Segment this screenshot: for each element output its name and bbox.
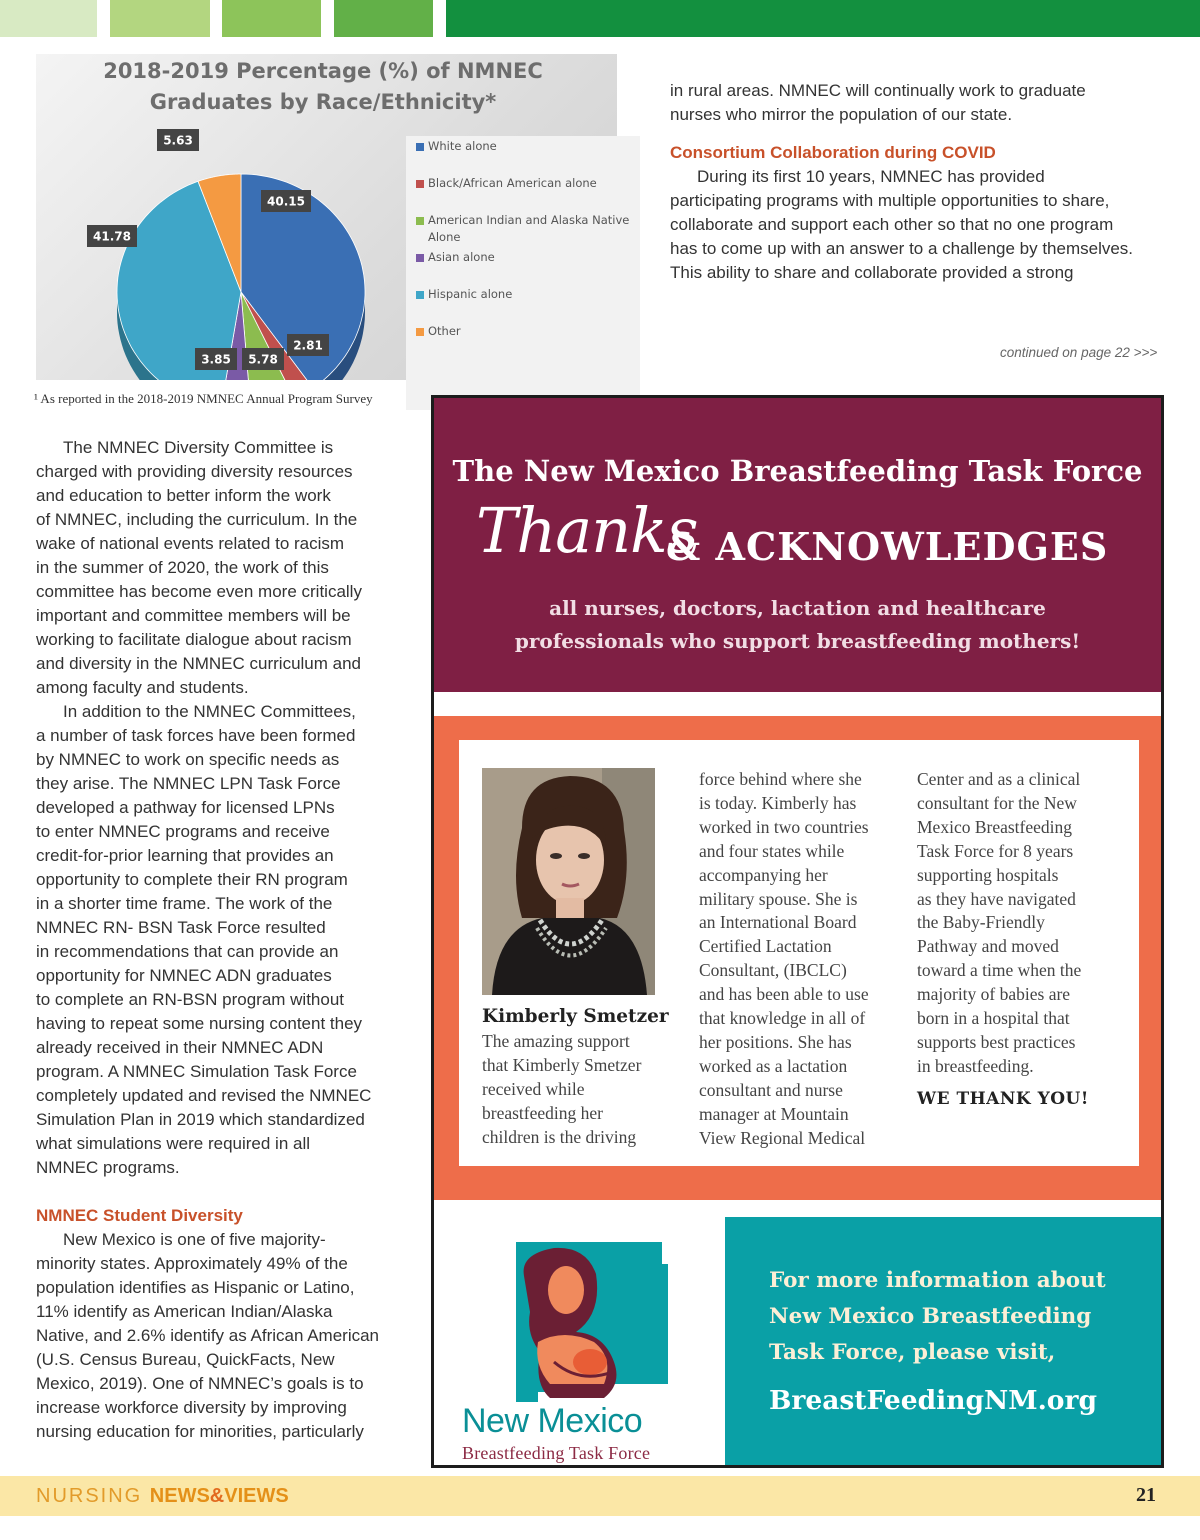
- legend-label: White alone: [428, 139, 497, 153]
- paragraph-line: collaborate and support each other so that no one program: [670, 215, 1114, 234]
- profile-text-column-1: [482, 1030, 641, 1150]
- profile-line: Task Force for 8 years: [917, 840, 1074, 861]
- info-line: For more information about: [769, 1268, 1106, 1293]
- profile-line: Pathway and moved: [917, 936, 1059, 957]
- ad-thanks-script: Thanks: [476, 494, 698, 567]
- profile-line: Mexico Breastfeeding: [917, 816, 1073, 837]
- top-bar-segment-5: [446, 0, 1200, 37]
- info-line: Task Force, please visit,: [769, 1340, 1056, 1365]
- ad-subheadline-line-1: all nurses, doctors, lactation and healthcare: [549, 596, 1046, 620]
- paragraph-line: NMNEC programs.: [36, 1158, 180, 1177]
- svg-text:40.15: 40.15: [267, 194, 305, 209]
- paragraph-line: In addition to the NMNEC Committees,: [63, 702, 356, 721]
- top-bar-segment-4: [334, 0, 433, 37]
- paragraph-line: to enter NMNEC programs and receive: [36, 822, 330, 841]
- we-thank-you: WE THANK YOU!: [917, 1089, 1089, 1109]
- left-paragraph-1: [36, 436, 408, 700]
- right-paragraph-2: [670, 165, 1160, 285]
- brand-views: VIEWS: [224, 1485, 289, 1507]
- left-paragraph-3: [36, 1228, 408, 1444]
- ad-info-text: [769, 1263, 1106, 1371]
- paragraph-line: participating programs with multiple opportunities to share,: [670, 191, 1110, 210]
- chart-title-line-1: 2018-2019 Percentage (%) of NMNEC: [103, 59, 543, 83]
- profile-line: worked as a lactation: [699, 1055, 848, 1076]
- paragraph-line: among faculty and students.: [36, 678, 249, 697]
- ad-website-link[interactable]: BreastFeedingNM.org: [769, 1385, 1097, 1416]
- paragraph-line: credit-for-prior learning that provides an: [36, 846, 334, 865]
- legend-swatch: [416, 328, 424, 336]
- right-paragraph-1: [670, 79, 1160, 127]
- top-bar-segment-3: [222, 0, 321, 37]
- profile-line: as they have navigated: [917, 888, 1076, 909]
- profile-line: Certified Lactation: [699, 936, 832, 957]
- ad-info-panel: [725, 1217, 1161, 1465]
- svg-text:41.78: 41.78: [93, 229, 131, 244]
- legend-swatch: [416, 254, 424, 262]
- legend-item: [416, 286, 636, 303]
- paragraph-line: During its first 10 years, NMNEC has provided: [697, 167, 1045, 186]
- paragraph-line: program. A NMNEC Simulation Task Force: [36, 1062, 357, 1081]
- legend-item: [416, 323, 636, 340]
- top-bar-segment-1: [0, 0, 97, 37]
- legend-item: [416, 138, 636, 155]
- chart-legend: [406, 136, 640, 410]
- paragraph-line: to complete an RN-BSN program without: [36, 990, 345, 1009]
- paragraph-line: nurses who mirror the population of our state.: [670, 105, 1013, 124]
- paragraph-line: wake of national events related to racism: [36, 534, 345, 553]
- pie-data-label: [195, 348, 237, 370]
- page-footer: [0, 1476, 1200, 1516]
- pie-data-label: [87, 225, 137, 247]
- pie-data-label: [242, 348, 284, 370]
- heading-student-diversity: NMNEC Student Diversity: [36, 1206, 243, 1225]
- ad-header-panel: [434, 398, 1161, 692]
- paragraph-line: has to come up with an answer to a challenge by themselves.: [670, 239, 1134, 258]
- profile-line: The amazing support: [482, 1031, 630, 1051]
- legend-label: Black/African American alone: [428, 176, 597, 190]
- pie-plot-area: [36, 54, 406, 380]
- profile-line: received while: [482, 1078, 585, 1099]
- paragraph-line: 11% identify as American Indian/Alaska: [36, 1302, 333, 1321]
- race-ethnicity-pie-chart: [36, 54, 630, 380]
- profile-text-column-2: [699, 768, 869, 1151]
- magazine-brand: [36, 1485, 289, 1508]
- brand-nursing: NURSING: [36, 1485, 150, 1507]
- paragraph-line: in a shorter time frame. The work of the: [36, 894, 333, 913]
- paragraph-line: developed a pathway for licensed LPNs: [36, 798, 335, 817]
- profile-text-column-3: [917, 768, 1081, 1079]
- chart-title-line-2: Graduates by Race/Ethnicity*: [149, 90, 497, 114]
- profile-line: consultant and nurse: [699, 1079, 843, 1100]
- paragraph-line: minority states. Approximately 49% of the: [36, 1254, 348, 1273]
- svg-text:5.63: 5.63: [163, 133, 193, 148]
- pie-data-label: [157, 129, 199, 151]
- profile-line: and four states while: [699, 840, 845, 861]
- profile-line: accompanying her: [699, 864, 828, 885]
- paragraph-line: they arise. The NMNEC LPN Task Force: [36, 774, 341, 793]
- ad-subheadline: [434, 592, 1161, 658]
- paragraph-line: This ability to share and collaborate provided a strong: [670, 263, 1074, 282]
- svg-text:5.78: 5.78: [248, 352, 278, 367]
- profile-line: supporting hospitals: [917, 864, 1059, 885]
- chart-footnote: ¹ As reported in the 2018-2019 NMNEC Annual Program Survey: [34, 391, 373, 406]
- paragraph-line: NMNEC RN- BSN Task Force resulted: [36, 918, 326, 937]
- profile-line: manager at Mountain: [699, 1103, 849, 1124]
- paragraph-line: Simulation Plan in 2019 which standardized: [36, 1110, 365, 1129]
- legend-swatch: [416, 217, 424, 225]
- profile-line: and has been able to use: [699, 984, 869, 1005]
- paragraph-line: of NMNEC, including the curriculum. In the: [36, 510, 358, 529]
- profile-line: in breastfeeding.: [917, 1055, 1034, 1076]
- profile-line: children is the driving: [482, 1126, 637, 1147]
- legend-item: [416, 175, 636, 192]
- pie-data-label: [261, 190, 311, 212]
- paragraph-line: important and committee members will be: [36, 606, 351, 625]
- paragraph-line: increase workforce diversity by improving: [36, 1398, 347, 1417]
- legend-item: [416, 249, 636, 266]
- ad-acknowledges: & ACKNOWLEDGES: [666, 524, 1109, 569]
- profile-line: born in a hospital that: [917, 1008, 1070, 1029]
- profile-line: supports best practices: [917, 1031, 1076, 1052]
- profile-line: Center and as a clinical: [917, 769, 1081, 789]
- profile-line: majority of babies are: [917, 984, 1071, 1005]
- paragraph-line: and education to better inform the work: [36, 486, 331, 505]
- pie-data-label: [287, 334, 329, 356]
- svg-text:3.85: 3.85: [201, 352, 231, 367]
- paragraph-line: completely updated and revised the NMNEC: [36, 1086, 372, 1105]
- profile-name: Kimberly Smetzer: [482, 1006, 669, 1027]
- profile-line: the Baby-Friendly: [917, 912, 1045, 933]
- paragraph-line: in recommendations that can provide an: [36, 942, 339, 961]
- left-paragraph-2: [36, 700, 408, 1180]
- top-color-bar: [0, 0, 1200, 37]
- paragraph-line: opportunity to complete their RN program: [36, 870, 348, 889]
- paragraph-line: committee has become even more critically: [36, 582, 362, 601]
- legend-swatch: [416, 180, 424, 188]
- info-line: New Mexico Breastfeeding: [769, 1304, 1092, 1329]
- paragraph-line: what simulations were required in all: [36, 1134, 311, 1153]
- page-number: 21: [1136, 1484, 1156, 1506]
- paragraph-line: population identifies as Hispanic or Latino,: [36, 1278, 355, 1297]
- paragraph-line: charged with providing diversity resources: [36, 462, 353, 481]
- paragraph-line: by NMNEC to work on specific needs as: [36, 750, 340, 769]
- profile-line: consultant for the New: [917, 792, 1077, 813]
- legend-swatch: [416, 291, 424, 299]
- legend-label: American Indian and Alaska Native Alone: [428, 213, 630, 244]
- top-bar-segment-2: [110, 0, 210, 37]
- paragraph-line: New Mexico is one of five majority-: [63, 1230, 326, 1249]
- paragraph-line: a number of task forces have been formed: [36, 726, 356, 745]
- paragraph-line: already received in their NMNEC ADN: [36, 1038, 324, 1057]
- profile-line: that Kimberly Smetzer: [482, 1054, 642, 1075]
- profile-line: breastfeeding her: [482, 1102, 603, 1123]
- paragraph-line: Mexico, 2019). One of NMNEC’s goals is to: [36, 1374, 364, 1393]
- logo-text-new-mexico: New Mexico: [462, 1402, 643, 1440]
- paragraph-line: working to facilitate dialogue about racism: [36, 630, 352, 649]
- profile-line: View Regional Medical: [699, 1127, 866, 1148]
- paragraph-line: in rural areas. NMNEC will continually work to graduate: [670, 81, 1086, 100]
- profile-line: Consultant, (IBCLC): [699, 960, 847, 981]
- profile-line: that knowledge in all of: [699, 1008, 866, 1029]
- profile-line: worked in two countries: [699, 816, 869, 837]
- legend-swatch: [416, 143, 424, 151]
- heading-consortium-collaboration: Consortium Collaboration during COVID: [670, 143, 996, 162]
- ad-headline: The New Mexico Breastfeeding Task Force: [452, 454, 1143, 488]
- profile-line: an International Board: [699, 912, 857, 933]
- legend-label: Hispanic alone: [428, 287, 513, 301]
- paragraph-line: Native, and 2.6% identify as African American: [36, 1326, 380, 1345]
- left-column-text: [36, 436, 408, 1444]
- profile-line: her positions. She has: [699, 1031, 852, 1052]
- paragraph-line: opportunity for NMNEC ADN graduates: [36, 966, 332, 985]
- paragraph-line: having to repeat some nursing content they: [36, 1014, 363, 1033]
- paragraph-line: The NMNEC Diversity Committee is: [63, 438, 334, 457]
- svg-text:2.81: 2.81: [293, 338, 323, 353]
- breastfeeding-task-force-ad: [431, 395, 1164, 1468]
- legend-label: Asian alone: [428, 250, 495, 264]
- kimberly-smetzer-photo: [482, 768, 655, 995]
- continued-link[interactable]: continued on page 22 >>>: [1000, 345, 1158, 360]
- profile-line: military spouse. She is: [699, 888, 858, 909]
- legend-label: Other: [428, 324, 461, 338]
- right-column-text: [670, 79, 1160, 285]
- profile-line: force behind where she: [699, 769, 862, 789]
- paragraph-line: (U.S. Census Bureau, QuickFacts, New: [36, 1350, 335, 1369]
- profile-line: is today. Kimberly has: [699, 792, 857, 813]
- paragraph-line: and diversity in the NMNEC curriculum and: [36, 654, 362, 673]
- profile-line: toward a time when the: [917, 960, 1082, 981]
- brand-ampersand: &: [209, 1485, 225, 1507]
- legend-item: [416, 212, 636, 246]
- logo-text-task-force: Breastfeeding Task Force: [462, 1443, 651, 1463]
- ad-subheadline-line-2: professionals who support breastfeeding mothers!: [514, 629, 1081, 653]
- paragraph-line: nursing education for minorities, particularly: [36, 1422, 364, 1441]
- paragraph-line: in the summer of 2020, the work of this: [36, 558, 329, 577]
- brand-news: NEWS: [149, 1485, 210, 1507]
